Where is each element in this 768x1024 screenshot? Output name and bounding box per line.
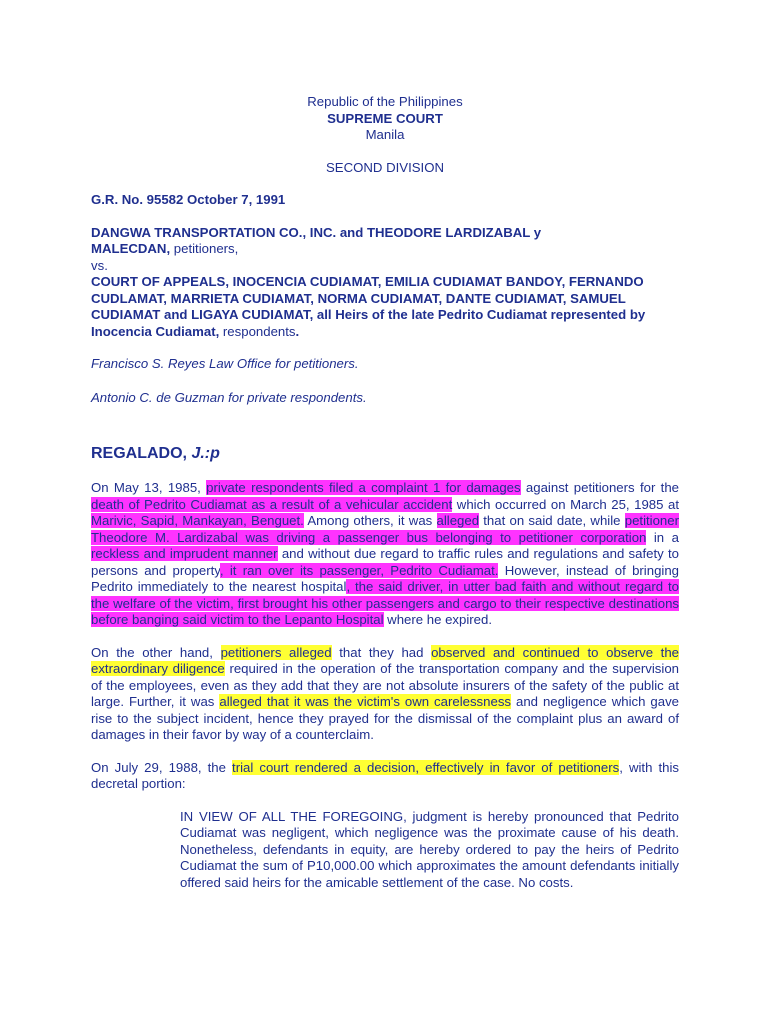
ponente-title: J.:p	[191, 445, 220, 462]
paragraph-text: and without due regard to traffic rules and regulations and safety to persons and property	[91, 546, 679, 578]
highlighted-text: alleged	[436, 513, 480, 528]
respondents-suffix: respondents	[219, 323, 296, 339]
paragraph-text: However, instead of bringing Pedrito immediately to the nearest hospital	[91, 562, 680, 594]
paragraph-text: where he expired.	[383, 612, 493, 627]
paragraph-text: against petitioners for the	[520, 480, 680, 495]
document-page	[91, 94, 679, 891]
court-city: Manila	[365, 127, 405, 142]
paragraph-text: that they had	[331, 644, 432, 660]
highlighted-text: private respondents filed a complaint 1 for damages	[206, 480, 521, 495]
paragraph-text: On the other hand,	[91, 644, 221, 660]
respondents-line	[91, 274, 679, 340]
petitioners-suffix: petitioners,	[170, 241, 239, 256]
paragraph-text: , with this decretal portion:	[91, 759, 679, 791]
petitioners-line	[91, 225, 551, 258]
highlighted-text: petitioners alleged	[220, 644, 332, 660]
petitioners-names: DANGWA TRANSPORTATION CO., INC. and THEODORE LARDIZABAL y MALECDAN,	[91, 224, 542, 256]
paragraph-text: On July 29, 1988, the	[91, 759, 233, 775]
paragraph-3	[91, 760, 679, 793]
ponente-line	[91, 444, 679, 463]
paragraph-text: that on said date, while	[479, 513, 625, 528]
court-name: SUPREME COURT	[327, 110, 443, 126]
paragraph-text: Among others, it was	[303, 513, 437, 528]
paragraph-text: required in the operation of the transportation company and the supervision of the employees, even as they add that they are not absolute insurers of the safety of the public at large. Further, it was	[91, 661, 679, 709]
highlighted-text: , the said driver, in utter bad faith and without regard to the welfare of the victim, first brought his other passengers and cargo to their respective destinations before banging said victim to the Lepanto Hospital	[91, 579, 680, 627]
paragraph-text: which occurred on March 25, 1985 at	[452, 496, 679, 512]
paragraph-text: On May 13, 1985,	[91, 480, 207, 495]
highlighted-text: Marivic, Sapid, Mankayan, Benguet.	[91, 513, 304, 528]
highlighted-text: , it ran over its passenger, Pedrito Cudiamat.	[219, 562, 499, 578]
paragraph-text: in a	[646, 529, 679, 545]
decretal-quote: IN VIEW OF ALL THE FOREGOING, judgment is hereby pronounced that Pedrito Cudiamat was negligent, which negligence was the proximate cause of his death. Nonetheless, defendants in equity, are hereby ordered to pay the heirs of Pedrito Cudiamat the sum of P10,000.00 which approximates the amount defendants initially offered said heirs for the amicable settlement of the case. No costs.	[180, 808, 679, 890]
division-name: SECOND DIVISION	[326, 159, 444, 175]
highlighted-text: petitioner Theodore M. Lardizabal was driving a passenger bus belonging to petitioner corporation	[91, 513, 679, 545]
highlighted-text: trial court rendered a decision, effectively in favor of petitioners	[232, 759, 620, 775]
paragraph-2	[91, 645, 679, 744]
document-header	[91, 94, 679, 176]
highlighted-text: observed and continued to observe the extraordinary diligence	[91, 644, 680, 676]
counsel-petitioners: Francisco S. Reyes Law Office for petitioners.	[91, 356, 359, 371]
respondents-period: .	[295, 323, 300, 339]
republic-line: Republic of the Philippines	[307, 94, 463, 109]
highlighted-text: death of Pedrito Cudiamat as a result of a vehicular accident	[91, 496, 453, 512]
case-caption	[91, 225, 679, 341]
paragraph-1	[91, 480, 679, 629]
counsel-respondents: Antonio C. de Guzman for private respondents.	[91, 389, 367, 405]
highlighted-text: alleged that it was the victim's own carelessness	[219, 694, 512, 709]
versus: vs.	[91, 257, 108, 273]
case-number: G.R. No. 95582 October 7, 1991	[91, 192, 286, 207]
ponente-name: REGALADO,	[91, 445, 192, 462]
highlighted-text: reckless and imprudent manner	[91, 546, 278, 561]
paragraph-text: and negligence which gave rise to the subject incident, hence they prayed for the dismissal of the complaint plus an award of damages in their favor by way of a counterclaim.	[91, 694, 680, 742]
respondents-names: COURT OF APPEALS, INOCENCIA CUDIAMAT, EMILIA CUDIAMAT BANDOY, FERNANDO CUDLAMAT, MARRIETA CUDIAMAT, NORMA CUDIAMAT, DANTE CUDIAMAT, SAMUEL CUDIAMAT and LIGAYA CUDIAMAT, all Heirs of the late Pedrito Cudiamat represented by Inocencia Cudiamat,	[91, 274, 646, 339]
